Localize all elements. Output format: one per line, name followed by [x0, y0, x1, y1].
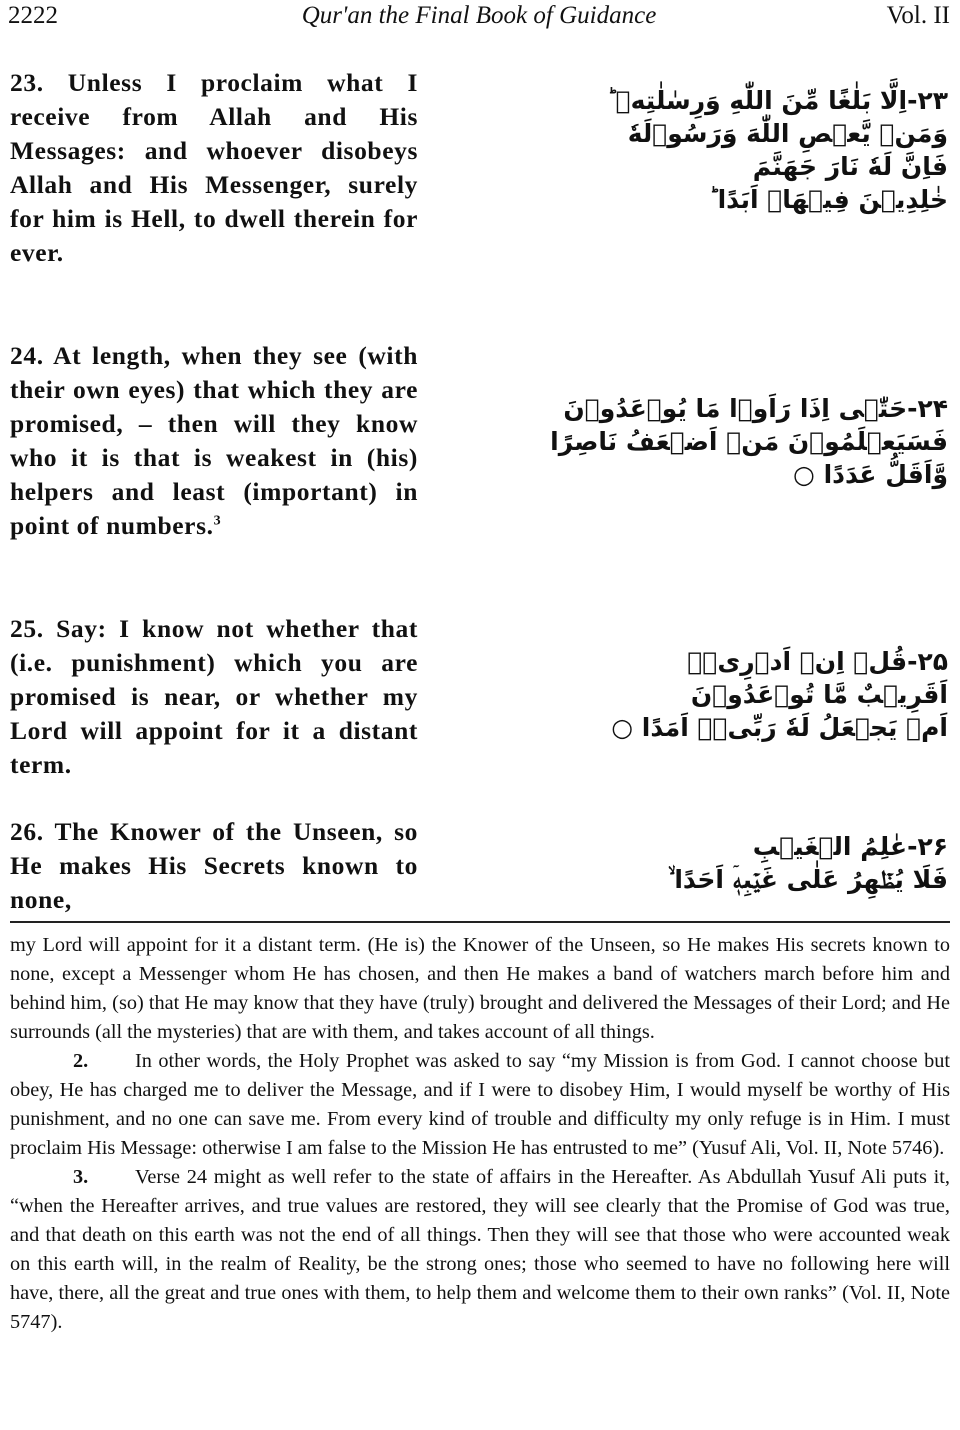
continued-commentary: my Lord will appoint for it a distant term. (He is) the Knower of the Unseen, so He makes His secrets known to none, except a Messenger whom He has chosen, and then He makes a band of watchers march before him and behind him, (so) that He may know that they have (truly) brought and delivered the Messages of their Lord; and He surrounds (all the mysteries) that are with them, and takes account of all things.: [10, 934, 950, 1043]
arabic-line: اَقَرِيۡبٌ مَّا تُوۡعَدُوۡنَ: [690, 680, 948, 709]
arabic-line: وَّاَقَلُّ عَدَدًا ○: [793, 460, 948, 489]
arabic-line: خٰلِدِيۡنَ فِيۡهَاۤ اَبَدًا ؕ: [708, 185, 948, 214]
arabic-line: ۲۵-قُلۡ اِنۡ اَدۡرِىۡۤ: [687, 647, 948, 676]
arabic-line: ۲۶-عٰلِمُ الۡغَيۡبِ: [752, 832, 948, 861]
running-header: [8, 2, 950, 36]
verse-25-arabic: [610, 645, 948, 744]
running-title: Qur'an the Final Book of Guidance: [301, 2, 657, 29]
verse-24-translation: 24. At length, when they see (with their own eyes) that which they are promised, – then will they know who it is that is weakest in (his) helpers and least (important) in point of numbers.$^3$: [10, 341, 418, 540]
verse-end-mark-icon: ○: [793, 460, 815, 489]
verse-24-arabic: [550, 392, 948, 491]
page-number: 2222: [8, 2, 58, 29]
footnote-2: 2. In other words, the Holy Prophet was asked to say “my Mission is from God. I cannot choose but obey, He has charged me to deliver the Message, and if I were to disobey Him, I would myself be worthy of His punishment, and no one can save me. From every kind of trouble and difficulty my only refuge is in Him. I must proclaim His Message: otherwise I am false to the Mission He has entrusted to me” (Yusuf Ali, Vol. II, Note 5746).: [10, 1047, 950, 1163]
verse-end-mark-icon: ○: [611, 713, 634, 742]
arabic-line: ۲۳-اِلَّا بَلٰغًا مِّنَ اللّٰهِ وَرِسٰلٰتِهٖ ؕ: [606, 86, 948, 115]
footnote-divider: [10, 921, 950, 923]
arabic-line: فَاِنَّ لَهٗ نَارَ جَهَنَّمَ: [752, 152, 948, 181]
volume-label: Vol. II: [886, 2, 950, 29]
verse-23-translation: 23. Unless I proclaim what I receive from Allah and His Messages: and whoever disobeys Allah and His Messenger, surely for him is Hell, to dwell therein for ever.: [10, 68, 418, 267]
arabic-line: فَلَا يُظۡهِرُ عَلٰى غَيۡبِهٖۤ اَحَدًا ۙ: [668, 865, 948, 894]
arabic-line: وَمَنۡ يَّعۡصِ اللّٰهَ وَرَسُوۡلَهٗ: [627, 119, 948, 148]
footnotes-section: [10, 931, 950, 1337]
footnote-number: 2.: [73, 1050, 89, 1072]
verse-25-translation: 25. Say: I know not whether that (i.e. punishment) which you are promised is near, or whether my Lord will appoint for it a distant term.: [10, 614, 418, 779]
footnote-3: 3. Verse 24 might as well refer to the state of affairs in the Hereafter. As Abdullah Yusuf Ali puts it, “when the Hereafter arrives, and true values are restored, they will see clearly that the Promise of God was true, and that death on this earth was not the end of all things. Then they will see that those who were accounted weak on this earth will, in the realm of Reality, be the strong ones; those who seemed to have no following here will have, there, all the great and true ones with them, to help them and welcome them to their own ranks” (Vol. II, Note 5747).: [10, 1163, 950, 1337]
verse-26-translation: 26. The Knower of the Unseen, so He makes His Secrets known to none,: [10, 817, 418, 914]
footnote-marker: 3: [213, 513, 222, 529]
footnote-number: 3.: [73, 1166, 89, 1188]
arabic-line: ۲۴-حَتّٰۤى اِذَا رَاَوۡا مَا يُوۡعَدُوۡنَ: [563, 394, 948, 423]
verse-23-arabic: [606, 84, 948, 216]
arabic-line: فَسَيَعۡلَمُوۡنَ مَنۡ اَضۡعَفُ نَاصِرًا: [550, 427, 948, 456]
arabic-line: اَمۡ يَجۡعَلُ لَهٗ رَبِّىۡۤ اَمَدًا ○: [611, 713, 948, 742]
verse-26-arabic: [610, 830, 948, 896]
